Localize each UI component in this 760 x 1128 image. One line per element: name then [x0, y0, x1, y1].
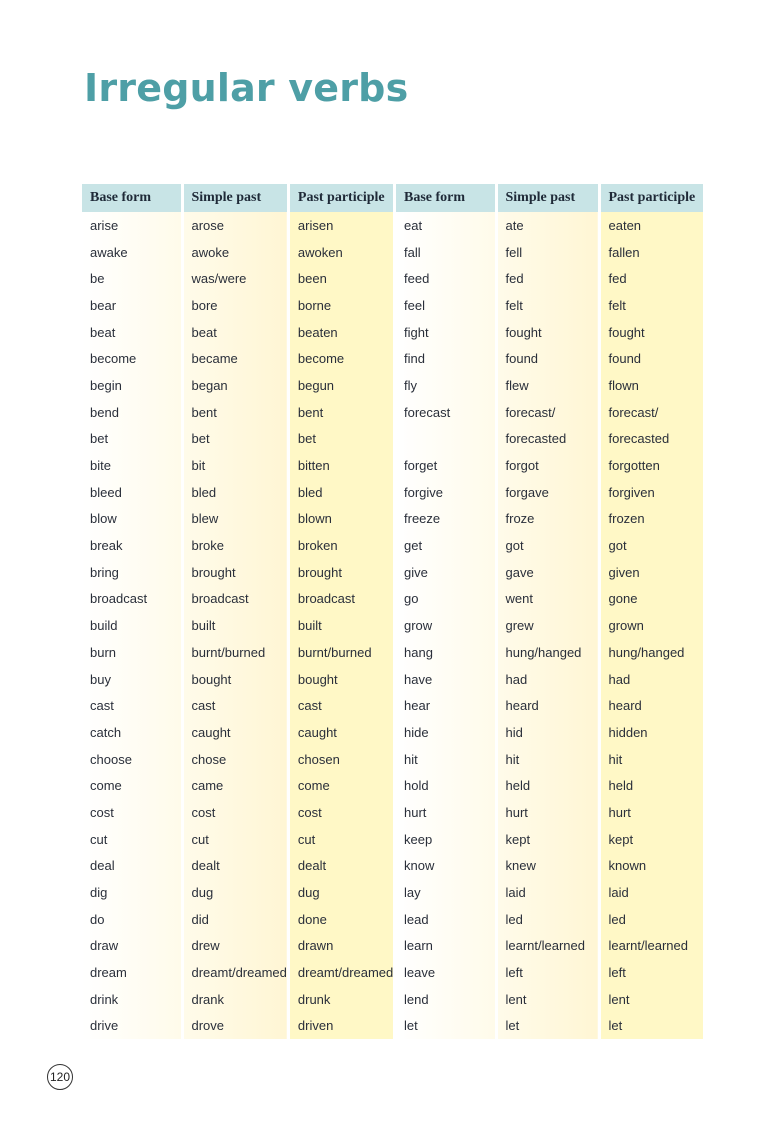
past-participle-cell: gone: [599, 586, 703, 613]
past-participle-cell: kept: [599, 826, 703, 853]
table-header-row: [396, 184, 703, 212]
table-row: [396, 986, 703, 1013]
past-participle-cell: got: [599, 532, 703, 559]
past-participle-cell: forecast/: [599, 399, 703, 426]
past-participle-cell: had: [599, 666, 703, 693]
simple-past-cell: built: [182, 612, 288, 639]
base-form-cell: eat: [396, 212, 496, 239]
base-form-cell: learn: [396, 933, 496, 960]
table-row: [396, 719, 703, 746]
table-row: [396, 933, 703, 960]
base-form-cell: arise: [82, 212, 182, 239]
base-form-cell: give: [396, 559, 496, 586]
simple-past-cell: came: [182, 772, 288, 799]
past-participle-cell: held: [599, 772, 703, 799]
table-row: [82, 666, 393, 693]
table-row: [82, 612, 393, 639]
base-form-cell: bite: [82, 452, 182, 479]
base-form-cell: feed: [396, 265, 496, 292]
simple-past-cell: found: [496, 345, 599, 372]
table-row: [396, 452, 703, 479]
past-participle-cell: driven: [288, 1013, 393, 1040]
past-participle-cell: hung/hanged: [599, 639, 703, 666]
table-row: [82, 586, 393, 613]
simple-past-cell: burnt/burned: [182, 639, 288, 666]
base-form-cell: draw: [82, 933, 182, 960]
base-form-cell: know: [396, 853, 496, 880]
base-form-cell: drive: [82, 1013, 182, 1040]
table-row: [82, 826, 393, 853]
verbs-table-right-body: [396, 212, 703, 1039]
table-row: [396, 612, 703, 639]
simple-past-cell: hurt: [496, 799, 599, 826]
base-form-cell: leave: [396, 959, 496, 986]
base-form-cell: cut: [82, 826, 182, 853]
simple-past-cell: caught: [182, 719, 288, 746]
simple-past-cell: was/were: [182, 265, 288, 292]
table-row: [82, 906, 393, 933]
past-participle-cell: drunk: [288, 986, 393, 1013]
base-form-cell: cost: [82, 799, 182, 826]
simple-past-cell: hid: [496, 719, 599, 746]
table-row: [82, 212, 393, 239]
simple-past-cell: dealt: [182, 853, 288, 880]
past-participle-cell: lent: [599, 986, 703, 1013]
base-form-cell: catch: [82, 719, 182, 746]
simple-past-cell: began: [182, 372, 288, 399]
past-participle-cell: given: [599, 559, 703, 586]
simple-past-cell: dreamt/dreamed: [182, 959, 288, 986]
table-row: [82, 506, 393, 533]
table-row: [82, 959, 393, 986]
header-base-form: Base form: [82, 184, 182, 212]
simple-past-cell: hung/hanged: [496, 639, 599, 666]
simple-past-cell: led: [496, 906, 599, 933]
base-form-cell: dig: [82, 879, 182, 906]
past-participle-cell: dreamt/dreamed: [288, 959, 393, 986]
past-participle-cell: become: [288, 345, 393, 372]
base-form-cell: drink: [82, 986, 182, 1013]
base-form-cell: feel: [396, 292, 496, 319]
base-form-cell: bring: [82, 559, 182, 586]
simple-past-cell: cut: [182, 826, 288, 853]
past-participle-cell: fed: [599, 265, 703, 292]
verbs-table-left-body: [82, 212, 393, 1039]
base-form-cell: deal: [82, 853, 182, 880]
past-participle-cell: blown: [288, 506, 393, 533]
header-simple-past: Simple past: [496, 184, 599, 212]
table-row: [396, 292, 703, 319]
base-form-cell: lead: [396, 906, 496, 933]
simple-past-cell: bent: [182, 399, 288, 426]
table-row: [396, 212, 703, 239]
table-row: [396, 1013, 703, 1040]
simple-past-cell: bet: [182, 426, 288, 453]
base-form-cell: break: [82, 532, 182, 559]
past-participle-cell: fallen: [599, 239, 703, 266]
table-row: [82, 1013, 393, 1040]
base-form-cell: [396, 426, 496, 453]
base-form-cell: go: [396, 586, 496, 613]
past-participle-cell: beaten: [288, 319, 393, 346]
past-participle-cell: left: [599, 959, 703, 986]
table-row: [396, 345, 703, 372]
table-row: [396, 372, 703, 399]
past-participle-cell: bitten: [288, 452, 393, 479]
base-form-cell: do: [82, 906, 182, 933]
simple-past-cell: hit: [496, 746, 599, 773]
table-row: [396, 826, 703, 853]
table-row: [82, 746, 393, 773]
past-participle-cell: bent: [288, 399, 393, 426]
simple-past-cell: fed: [496, 265, 599, 292]
simple-past-cell: drank: [182, 986, 288, 1013]
base-form-cell: fight: [396, 319, 496, 346]
table-row: [396, 666, 703, 693]
past-participle-cell: cut: [288, 826, 393, 853]
simple-past-cell: knew: [496, 853, 599, 880]
past-participle-cell: begun: [288, 372, 393, 399]
page-title: Irregular verbs: [84, 66, 409, 110]
table-row: [82, 692, 393, 719]
simple-past-cell: drove: [182, 1013, 288, 1040]
past-participle-cell: forgotten: [599, 452, 703, 479]
simple-past-cell: heard: [496, 692, 599, 719]
table-row: [82, 559, 393, 586]
simple-past-cell: ate: [496, 212, 599, 239]
past-participle-cell: forgiven: [599, 479, 703, 506]
simple-past-cell: awoke: [182, 239, 288, 266]
base-form-cell: bend: [82, 399, 182, 426]
table-row: [396, 853, 703, 880]
table-row: [396, 746, 703, 773]
table-row: [396, 799, 703, 826]
base-form-cell: hurt: [396, 799, 496, 826]
simple-past-cell: grew: [496, 612, 599, 639]
past-participle-cell: hurt: [599, 799, 703, 826]
table-row: [82, 345, 393, 372]
table-row: [82, 879, 393, 906]
base-form-cell: lend: [396, 986, 496, 1013]
simple-past-cell: became: [182, 345, 288, 372]
simple-past-cell: went: [496, 586, 599, 613]
simple-past-cell: cost: [182, 799, 288, 826]
past-participle-cell: burnt/burned: [288, 639, 393, 666]
simple-past-cell: dug: [182, 879, 288, 906]
past-participle-cell: arisen: [288, 212, 393, 239]
base-form-cell: get: [396, 532, 496, 559]
past-participle-cell: frozen: [599, 506, 703, 533]
simple-past-cell: got: [496, 532, 599, 559]
table-row: [396, 959, 703, 986]
base-form-cell: hear: [396, 692, 496, 719]
table-row: [396, 559, 703, 586]
simple-past-cell: flew: [496, 372, 599, 399]
past-participle-cell: dug: [288, 879, 393, 906]
past-participle-cell: flown: [599, 372, 703, 399]
past-participle-cell: cost: [288, 799, 393, 826]
past-participle-cell: broadcast: [288, 586, 393, 613]
simple-past-cell: arose: [182, 212, 288, 239]
base-form-cell: hide: [396, 719, 496, 746]
simple-past-cell: drew: [182, 933, 288, 960]
past-participle-cell: known: [599, 853, 703, 880]
verbs-table-left: [82, 184, 393, 1039]
simple-past-cell: beat: [182, 319, 288, 346]
table-row: [82, 719, 393, 746]
past-participle-cell: grown: [599, 612, 703, 639]
table-row: [82, 853, 393, 880]
past-participle-cell: dealt: [288, 853, 393, 880]
past-participle-cell: done: [288, 906, 393, 933]
table-row: [82, 372, 393, 399]
past-participle-cell: borne: [288, 292, 393, 319]
base-form-cell: fly: [396, 372, 496, 399]
past-participle-cell: brought: [288, 559, 393, 586]
table-row: [82, 799, 393, 826]
table-row: [396, 506, 703, 533]
simple-past-cell: fought: [496, 319, 599, 346]
base-form-cell: bet: [82, 426, 182, 453]
table-row: [396, 692, 703, 719]
simple-past-cell: did: [182, 906, 288, 933]
table-row: [396, 772, 703, 799]
base-form-cell: be: [82, 265, 182, 292]
simple-past-cell: forecast/: [496, 399, 599, 426]
simple-past-cell: lent: [496, 986, 599, 1013]
table-row: [396, 879, 703, 906]
table-row: [82, 639, 393, 666]
base-form-cell: forget: [396, 452, 496, 479]
simple-past-cell: bought: [182, 666, 288, 693]
base-form-cell: build: [82, 612, 182, 639]
verbs-table-right: [396, 184, 703, 1039]
simple-past-cell: froze: [496, 506, 599, 533]
base-form-cell: grow: [396, 612, 496, 639]
simple-past-cell: blew: [182, 506, 288, 533]
past-participle-cell: chosen: [288, 746, 393, 773]
past-participle-cell: bought: [288, 666, 393, 693]
base-form-cell: lay: [396, 879, 496, 906]
header-simple-past: Simple past: [182, 184, 288, 212]
base-form-cell: burn: [82, 639, 182, 666]
table-row: [82, 452, 393, 479]
simple-past-cell: gave: [496, 559, 599, 586]
table-row: [82, 933, 393, 960]
past-participle-cell: built: [288, 612, 393, 639]
table-row: [82, 239, 393, 266]
base-form-cell: buy: [82, 666, 182, 693]
table-header-row: [82, 184, 393, 212]
page-number: 120: [47, 1064, 73, 1090]
table-row: [82, 399, 393, 426]
simple-past-cell: held: [496, 772, 599, 799]
past-participle-cell: eaten: [599, 212, 703, 239]
base-form-cell: fall: [396, 239, 496, 266]
simple-past-cell: broke: [182, 532, 288, 559]
header-past-participle: Past participle: [599, 184, 703, 212]
base-form-cell: bleed: [82, 479, 182, 506]
past-participle-cell: felt: [599, 292, 703, 319]
base-form-cell: cast: [82, 692, 182, 719]
past-participle-cell: bet: [288, 426, 393, 453]
base-form-cell: keep: [396, 826, 496, 853]
base-form-cell: begin: [82, 372, 182, 399]
table-row: [82, 986, 393, 1013]
table-row: [396, 639, 703, 666]
base-form-cell: blow: [82, 506, 182, 533]
base-form-cell: hold: [396, 772, 496, 799]
past-participle-cell: fought: [599, 319, 703, 346]
past-participle-cell: been: [288, 265, 393, 292]
simple-past-cell: kept: [496, 826, 599, 853]
past-participle-cell: learnt/learned: [599, 933, 703, 960]
simple-past-cell: felt: [496, 292, 599, 319]
past-participle-cell: cast: [288, 692, 393, 719]
table-row: [396, 265, 703, 292]
table-row: [396, 532, 703, 559]
table-row: [82, 479, 393, 506]
base-form-cell: dream: [82, 959, 182, 986]
table-row: [82, 319, 393, 346]
past-participle-cell: awoken: [288, 239, 393, 266]
base-form-cell: become: [82, 345, 182, 372]
simple-past-cell: brought: [182, 559, 288, 586]
base-form-cell: find: [396, 345, 496, 372]
simple-past-cell: forgave: [496, 479, 599, 506]
base-form-cell: let: [396, 1013, 496, 1040]
base-form-cell: freeze: [396, 506, 496, 533]
table-row: [82, 772, 393, 799]
past-participle-cell: found: [599, 345, 703, 372]
past-participle-cell: led: [599, 906, 703, 933]
base-form-cell: hit: [396, 746, 496, 773]
past-participle-cell: hit: [599, 746, 703, 773]
past-participle-cell: hidden: [599, 719, 703, 746]
past-participle-cell: let: [599, 1013, 703, 1040]
base-form-cell: come: [82, 772, 182, 799]
table-row: [396, 426, 703, 453]
simple-past-cell: broadcast: [182, 586, 288, 613]
past-participle-cell: broken: [288, 532, 393, 559]
simple-past-cell: had: [496, 666, 599, 693]
table-row: [396, 906, 703, 933]
past-participle-cell: bled: [288, 479, 393, 506]
past-participle-cell: come: [288, 772, 393, 799]
table-row: [396, 399, 703, 426]
table-row: [82, 292, 393, 319]
simple-past-cell: left: [496, 959, 599, 986]
simple-past-cell: cast: [182, 692, 288, 719]
table-row: [82, 265, 393, 292]
base-form-cell: awake: [82, 239, 182, 266]
base-form-cell: forgive: [396, 479, 496, 506]
simple-past-cell: bled: [182, 479, 288, 506]
simple-past-cell: laid: [496, 879, 599, 906]
simple-past-cell: forecasted: [496, 426, 599, 453]
base-form-cell: beat: [82, 319, 182, 346]
table-row: [396, 319, 703, 346]
table-row: [396, 586, 703, 613]
base-form-cell: bear: [82, 292, 182, 319]
header-base-form: Base form: [396, 184, 496, 212]
past-participle-cell: laid: [599, 879, 703, 906]
simple-past-cell: bit: [182, 452, 288, 479]
table-row: [82, 532, 393, 559]
simple-past-cell: bore: [182, 292, 288, 319]
header-past-participle: Past participle: [288, 184, 393, 212]
simple-past-cell: forgot: [496, 452, 599, 479]
table-row: [396, 479, 703, 506]
base-form-cell: forecast: [396, 399, 496, 426]
simple-past-cell: fell: [496, 239, 599, 266]
base-form-cell: have: [396, 666, 496, 693]
past-participle-cell: drawn: [288, 933, 393, 960]
base-form-cell: broadcast: [82, 586, 182, 613]
simple-past-cell: learnt/learned: [496, 933, 599, 960]
table-row: [82, 426, 393, 453]
past-participle-cell: heard: [599, 692, 703, 719]
simple-past-cell: let: [496, 1013, 599, 1040]
past-participle-cell: caught: [288, 719, 393, 746]
base-form-cell: hang: [396, 639, 496, 666]
simple-past-cell: chose: [182, 746, 288, 773]
past-participle-cell: forecasted: [599, 426, 703, 453]
base-form-cell: choose: [82, 746, 182, 773]
table-row: [396, 239, 703, 266]
